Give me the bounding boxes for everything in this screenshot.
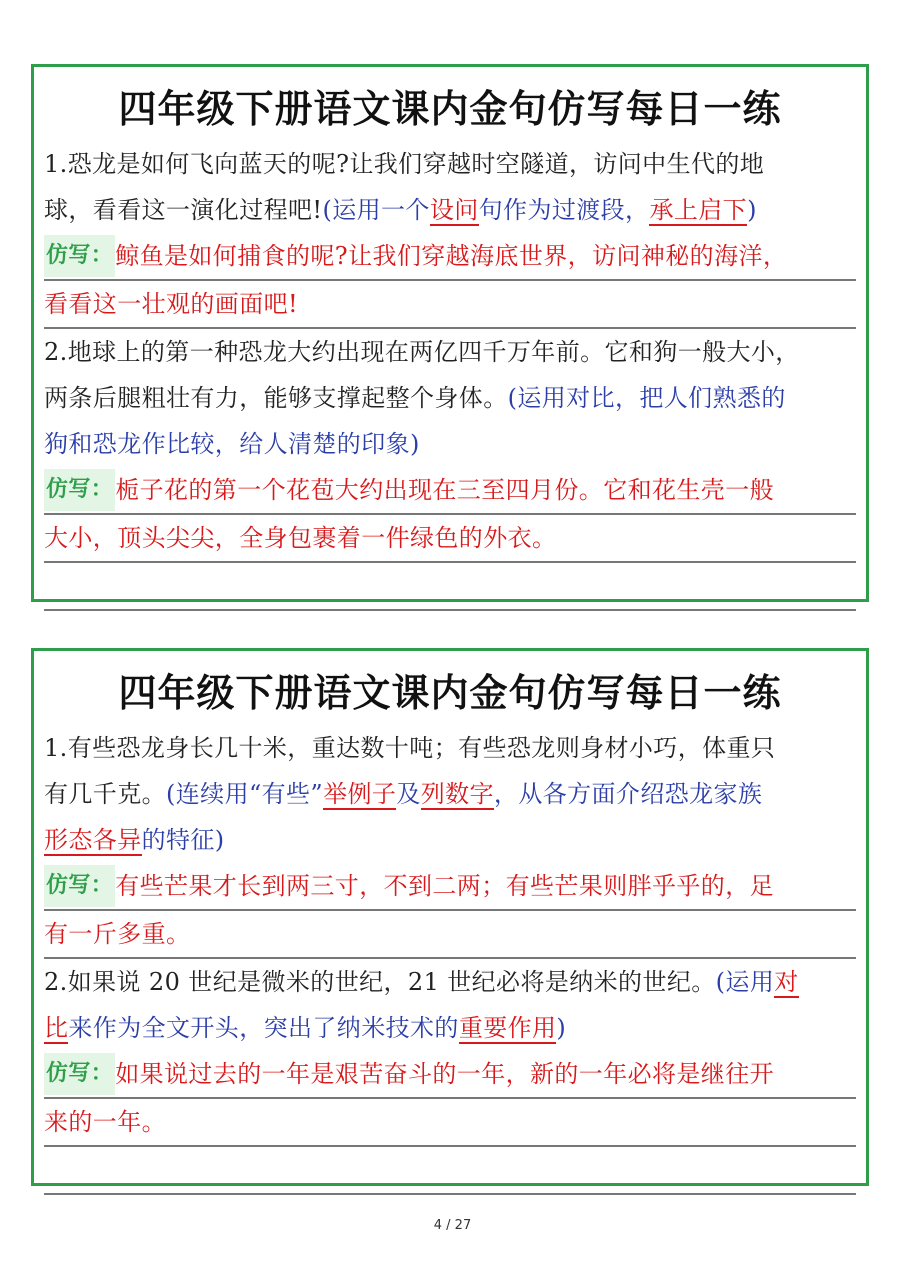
note-text: 的特征) xyxy=(141,826,225,854)
imitation-line xyxy=(44,863,856,911)
imitation-line: 来的一年。 xyxy=(44,1099,856,1147)
sentence-line: 1.有些恐龙身长几十米，重达数十吨；有些恐龙则身材小巧，体重只 xyxy=(44,734,776,762)
imitation-line: 有一斤多重。 xyxy=(44,911,856,959)
imitation-text: 如果说过去的一年是艰苦奋斗的一年，新的一年必将是继往开 xyxy=(115,1060,775,1088)
sentence-line xyxy=(44,771,856,817)
note-text: 句作为过渡段， xyxy=(478,196,650,224)
imitation-line xyxy=(44,467,856,515)
note-line: 狗和恐龙作比较，给人清楚的印象) xyxy=(44,430,420,458)
sentence-line: 2.地球上的第一种恐龙大约出现在两亿四千万年前。它和狗一般大小， xyxy=(44,338,800,366)
sentence-line xyxy=(44,187,856,233)
sentence-line: 1.恐龙是如何飞向蓝天的呢?让我们穿越时空隧道，访问中生代的地 xyxy=(44,150,765,178)
imitation-label: 仿写： xyxy=(44,469,115,511)
exercise-card-1 xyxy=(31,64,869,602)
card-title: 四年级下册语文课内金句仿写每日一练 xyxy=(118,671,782,715)
imitation-label: 仿写： xyxy=(44,235,115,277)
blank-writing-line xyxy=(44,563,856,611)
imitation-line: 大小，顶头尖尖，全身包裹着一件绿色的外衣。 xyxy=(44,515,856,563)
note-text: ，从各方面介绍恐龙家族 xyxy=(493,780,763,808)
key-term: 列数字 xyxy=(420,780,494,808)
imitation-line xyxy=(44,1051,856,1099)
note-text: 及 xyxy=(396,780,421,808)
note-text: (运用对比，把人们熟悉的 xyxy=(507,384,786,412)
sentence-line xyxy=(44,959,856,1005)
imitation-text: 有些芒果才长到两三寸，不到二两；有些芒果则胖乎乎的，足 xyxy=(115,872,775,900)
key-term: 设问 xyxy=(429,196,479,224)
note-text: 来作为全文开头，突出了纳米技术的 xyxy=(68,1014,459,1042)
key-term: 举例子 xyxy=(323,780,397,808)
sentence-text: 球，看看这一演化过程吧! xyxy=(44,196,323,224)
sentence-line xyxy=(44,375,856,421)
note-text: (运用 xyxy=(715,968,775,996)
note-text: (连续用“有些” xyxy=(166,780,324,808)
imitation-label: 仿写： xyxy=(44,1053,115,1095)
key-term: 重要作用 xyxy=(458,1014,557,1042)
key-term: 承上启下 xyxy=(649,196,748,224)
imitation-label: 仿写： xyxy=(44,865,115,907)
imitation-text: 栀子花的第一个花苞大约出现在三至四月份。它和花生壳一般 xyxy=(115,476,775,504)
exercise-card-2 xyxy=(31,648,869,1186)
note-line xyxy=(44,817,856,863)
sentence-text: 有几千克。 xyxy=(44,780,166,808)
sentence-text: 2.如果说 20 世纪是微米的世纪，21 世纪必将是纳米的世纪。 xyxy=(44,968,716,996)
sentence-block-1 xyxy=(44,141,856,611)
card-title: 四年级下册语文课内金句仿写每日一练 xyxy=(118,87,782,131)
note-text: ) xyxy=(556,1014,567,1042)
blank-writing-line xyxy=(44,1147,856,1195)
sentence-text: 两条后腿粗壮有力，能够支撑起整个身体。 xyxy=(44,384,508,412)
imitation-line xyxy=(44,233,856,281)
page-number: 4 / 27 xyxy=(433,1218,472,1233)
sentence-block-2 xyxy=(44,725,856,1195)
imitation-text: 鲸鱼是如何捕食的呢?让我们穿越海底世界，访问神秘的海洋， xyxy=(115,242,788,270)
key-term: 比 xyxy=(44,1014,69,1042)
key-term: 对 xyxy=(774,968,799,996)
note-text: (运用一个 xyxy=(322,196,430,224)
note-text: ) xyxy=(747,196,757,224)
note-line xyxy=(44,1005,856,1051)
imitation-line: 看看这一壮观的画面吧! xyxy=(44,281,856,329)
key-term: 形态各异 xyxy=(44,826,142,854)
